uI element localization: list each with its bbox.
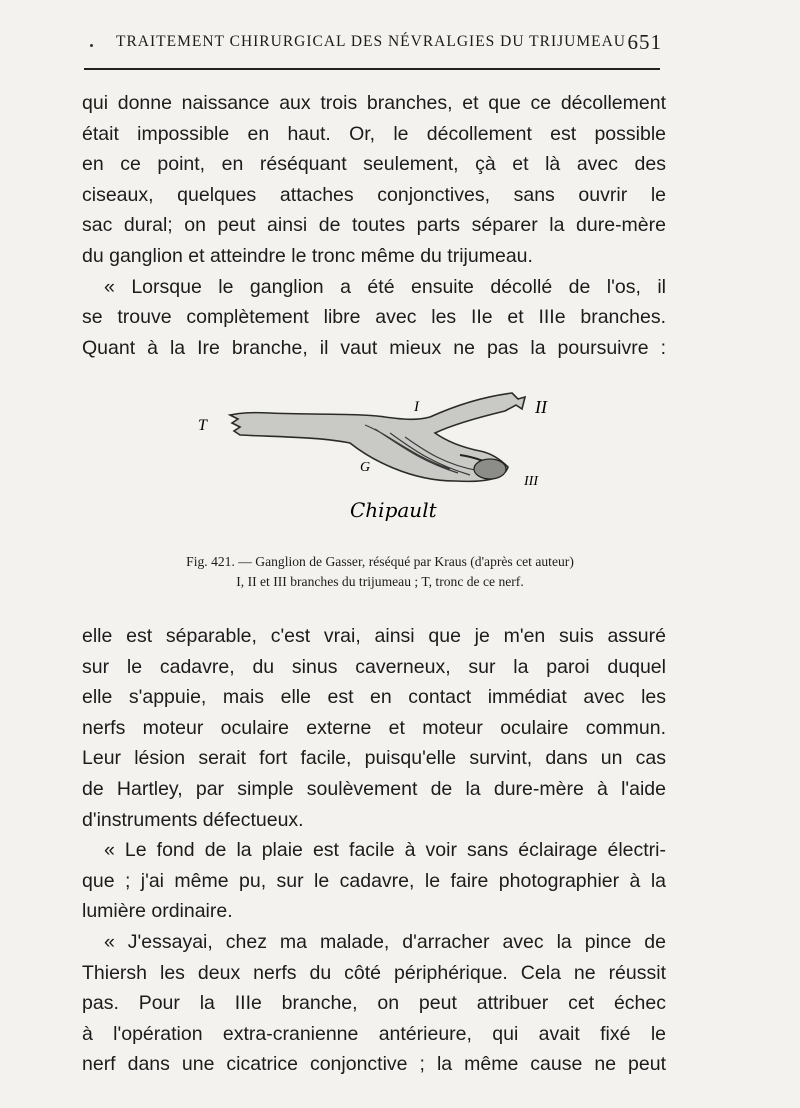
text-line: était impossible en haut. Or, le décollement est possible: [82, 122, 666, 145]
figure-caption: [120, 552, 640, 592]
text-line: se trouve complètement libre avec les IIe et IIIe branches.: [82, 306, 666, 329]
branch-3-stump: [474, 459, 506, 479]
running-title: TRAITEMENT CHIRURGICAL DES NÉVRALGIES DU TRIJUMEAU: [116, 33, 626, 50]
label-ganglion: G: [360, 460, 371, 475]
figure-ganglion: [190, 385, 570, 545]
text-line: lumière ordinaire.: [82, 900, 233, 923]
label-branch-1: I: [414, 399, 419, 415]
text-line: « J'essayai, chez ma malade, d'arracher avec la pince de: [104, 930, 666, 953]
text-line: qui donne naissance aux trois branches, et que ce décollement: [82, 92, 666, 114]
label-trunk: T: [198, 417, 207, 434]
ganglion-illustration: [190, 385, 570, 545]
text-line: sac dural; on peut ainsi de toutes parts séparer la dure-mère: [82, 214, 666, 237]
text-line: ciseaux, quelques attaches conjonctives, sans ouvrir le: [82, 183, 666, 206]
text-line: nerfs moteur oculaire externe et moteur oculaire commun.: [82, 716, 666, 739]
label-branch-2: II: [535, 397, 547, 417]
body-text-bottom: [82, 621, 666, 1080]
caption-line: Fig. 421. — Ganglion de Gasser, réséqué par Kraus (d'après cet auteur): [186, 554, 574, 569]
text-line: à l'opération extra-cranienne antérieure, qui avait fixé le: [82, 1022, 666, 1045]
caption-line: I, II et III branches du trijumeau ; T, tronc de ce nerf.: [236, 574, 524, 589]
text-line: elle est séparable, c'est vrai, ainsi que je m'en suis assuré: [82, 625, 666, 647]
text-line: « Lorsque le ganglion a été ensuite décollé de l'os, il: [104, 275, 666, 298]
text-line: de Hartley, par simple soulèvement de la dure-mère à l'aide: [82, 777, 666, 800]
text-line: du ganglion et atteindre le tronc même du trijumeau.: [82, 244, 533, 267]
text-line: sur le cadavre, du sinus caverneux, sur la paroi duquel: [82, 655, 666, 678]
text-line: nerf dans une cicatrice conjonctive ; la même cause ne peut: [82, 1053, 666, 1076]
text-line: Thiersh les deux nerfs du côté périphérique. Cela ne réussit: [82, 961, 666, 984]
text-line: que ; j'ai même pu, sur le cadavre, le faire photographier à la: [82, 869, 666, 892]
header-dot: [90, 44, 93, 47]
page-number: 651: [627, 29, 662, 54]
text-line: en ce point, en réséquant seulement, çà et là avec des: [82, 153, 666, 176]
text-line: elle s'appuie, mais elle est en contact immédiat avec les: [82, 686, 666, 709]
text-line: Quant à la Ire branche, il vaut mieux ne pas la poursuivre :: [82, 336, 666, 359]
header-rule: [84, 68, 660, 70]
signature: Chipault: [350, 498, 437, 522]
text-line: d'instruments défectueux.: [82, 808, 304, 831]
body-text-top: [82, 88, 666, 363]
text-line: Leur lésion serait fort facile, puisqu'elle survint, dans un cas: [82, 747, 666, 770]
label-branch-3: III: [524, 474, 538, 489]
text-line: « Le fond de la plaie est facile à voir sans éclairage électri-: [104, 839, 666, 862]
text-line: pas. Pour la IIIe branche, on peut attribuer cet échec: [82, 992, 666, 1015]
page-header: [82, 28, 662, 56]
